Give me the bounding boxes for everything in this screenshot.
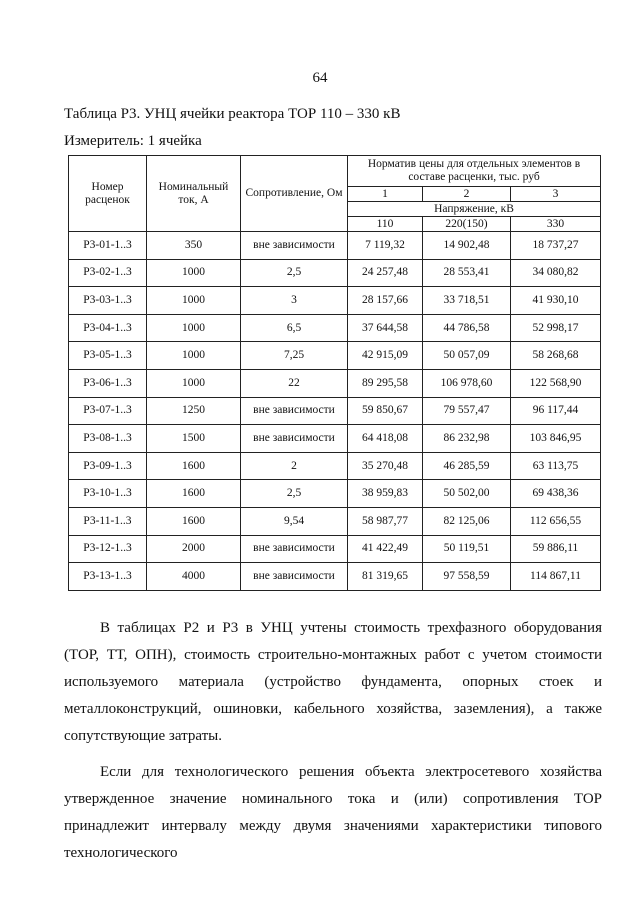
header-voltage-value: 220(150) (423, 217, 511, 232)
cell-resistance: 2,5 (241, 259, 348, 287)
cell-price-220: 79 557,47 (423, 397, 511, 425)
cell-current: 1600 (147, 507, 241, 535)
cell-current: 1000 (147, 369, 241, 397)
table-row (69, 342, 601, 370)
cell-price-220: 28 553,41 (423, 259, 511, 287)
header-voltage-value: 330 (511, 217, 601, 232)
table-row (69, 507, 601, 535)
header-col-num: 3 (511, 187, 601, 202)
cell-price-110: 81 319,65 (348, 563, 423, 591)
cell-price-110: 58 987,77 (348, 507, 423, 535)
rates-table (68, 155, 601, 591)
cell-price-220: 14 902,48 (423, 232, 511, 260)
header-current: Номинальный ток, А (147, 156, 241, 232)
table-row (69, 314, 601, 342)
header-code: Номер расценок (69, 156, 147, 232)
paragraph: В таблицах Р2 и Р3 в УНЦ учтены стоимость трехфазного оборудования (ТОР, ТТ, ОПН), стоимость строительно-монтажных работ с учетом стоимости используемого материала (устройство фундамента, опорных стоек и металлоконструкций, ошиновки, кабельного хозяйства, заземления), а также сопутствующие затраты. (64, 620, 602, 744)
cell-current: 1000 (147, 314, 241, 342)
cell-resistance: 9,54 (241, 507, 348, 535)
cell-code: Р3-02-1..3 (69, 259, 147, 287)
cell-price-330: 59 886,11 (511, 535, 601, 563)
cell-price-220: 97 558,59 (423, 563, 511, 591)
cell-resistance: вне зависимости (241, 563, 348, 591)
unit-line: Измеритель: 1 ячейка (64, 133, 202, 149)
cell-current: 1000 (147, 259, 241, 287)
cell-price-110: 38 959,83 (348, 480, 423, 508)
table-body (69, 232, 601, 591)
table-row (69, 535, 601, 563)
table-row (69, 287, 601, 315)
cell-resistance: 2,5 (241, 480, 348, 508)
cell-code: Р3-11-1..3 (69, 507, 147, 535)
cell-price-330: 41 930,10 (511, 287, 601, 315)
cell-code: Р3-10-1..3 (69, 480, 147, 508)
header-voltage: Напряжение, кВ (348, 202, 601, 217)
cell-price-220: 82 125,06 (423, 507, 511, 535)
cell-price-330: 63 113,75 (511, 452, 601, 480)
cell-price-220: 44 786,58 (423, 314, 511, 342)
table-row (69, 452, 601, 480)
header-voltage-value: 110 (348, 217, 423, 232)
cell-price-110: 35 270,48 (348, 452, 423, 480)
cell-price-110: 7 119,32 (348, 232, 423, 260)
cell-code: Р3-13-1..3 (69, 563, 147, 591)
cell-code: Р3-05-1..3 (69, 342, 147, 370)
cell-price-220: 46 285,59 (423, 452, 511, 480)
cell-current: 4000 (147, 563, 241, 591)
cell-resistance: вне зависимости (241, 232, 348, 260)
header-col-num: 1 (348, 187, 423, 202)
cell-price-110: 89 295,58 (348, 369, 423, 397)
cell-code: Р3-06-1..3 (69, 369, 147, 397)
cell-current: 2000 (147, 535, 241, 563)
header-resistance: Сопротивление, Ом (241, 156, 348, 232)
cell-code: Р3-08-1..3 (69, 425, 147, 453)
cell-code: Р3-12-1..3 (69, 535, 147, 563)
cell-price-110: 41 422,49 (348, 535, 423, 563)
paragraph: Если для технологического решения объекта электросетевого хозяйства утвержденное значение номинального тока и (или) сопротивления ТОР принадлежит интервалу между двумя значениями характеристики типового технологического (64, 764, 602, 861)
cell-code: Р3-01-1..3 (69, 232, 147, 260)
cell-price-330: 18 737,27 (511, 232, 601, 260)
cell-price-330: 122 568,90 (511, 369, 601, 397)
cell-current: 1000 (147, 287, 241, 315)
cell-price-330: 112 656,55 (511, 507, 601, 535)
cell-price-110: 24 257,48 (348, 259, 423, 287)
cell-current: 1250 (147, 397, 241, 425)
cell-price-330: 52 998,17 (511, 314, 601, 342)
cell-current: 1500 (147, 425, 241, 453)
table-row (69, 369, 601, 397)
cell-price-330: 58 268,68 (511, 342, 601, 370)
cell-resistance: 7,25 (241, 342, 348, 370)
cell-code: Р3-03-1..3 (69, 287, 147, 315)
cell-resistance: 22 (241, 369, 348, 397)
cell-price-110: 28 157,66 (348, 287, 423, 315)
cell-current: 1600 (147, 452, 241, 480)
table-row (69, 232, 601, 260)
header-price-norm: Норматив цены для отдельных элементов в составе расценки, тыс. руб (348, 156, 601, 187)
cell-price-330: 103 846,95 (511, 425, 601, 453)
cell-price-110: 42 915,09 (348, 342, 423, 370)
cell-price-330: 69 438,36 (511, 480, 601, 508)
body-text (64, 615, 602, 867)
cell-current: 350 (147, 232, 241, 260)
cell-code: Р3-09-1..3 (69, 452, 147, 480)
cell-resistance: 3 (241, 287, 348, 315)
cell-current: 1600 (147, 480, 241, 508)
cell-resistance: вне зависимости (241, 535, 348, 563)
cell-code: Р3-07-1..3 (69, 397, 147, 425)
cell-price-220: 33 718,51 (423, 287, 511, 315)
table-row (69, 259, 601, 287)
header-col-num: 2 (423, 187, 511, 202)
page-number: 64 (312, 70, 328, 86)
cell-resistance: 6,5 (241, 314, 348, 342)
table-row (69, 480, 601, 508)
cell-price-330: 96 117,44 (511, 397, 601, 425)
cell-current: 1000 (147, 342, 241, 370)
cell-price-330: 114 867,11 (511, 563, 601, 591)
cell-resistance: вне зависимости (241, 425, 348, 453)
cell-price-110: 37 644,58 (348, 314, 423, 342)
cell-price-220: 50 057,09 (423, 342, 511, 370)
cell-price-110: 64 418,08 (348, 425, 423, 453)
cell-price-220: 50 502,00 (423, 480, 511, 508)
cell-price-330: 34 080,82 (511, 259, 601, 287)
cell-price-220: 106 978,60 (423, 369, 511, 397)
cell-price-220: 86 232,98 (423, 425, 511, 453)
table-row (69, 425, 601, 453)
table-row (69, 563, 601, 591)
table-title: Таблица Р3. УНЦ ячейки реактора ТОР 110 – 330 кВ (64, 106, 401, 122)
cell-code: Р3-04-1..3 (69, 314, 147, 342)
cell-price-110: 59 850,67 (348, 397, 423, 425)
cell-resistance: 2 (241, 452, 348, 480)
cell-resistance: вне зависимости (241, 397, 348, 425)
cell-price-220: 50 119,51 (423, 535, 511, 563)
table-row (69, 397, 601, 425)
